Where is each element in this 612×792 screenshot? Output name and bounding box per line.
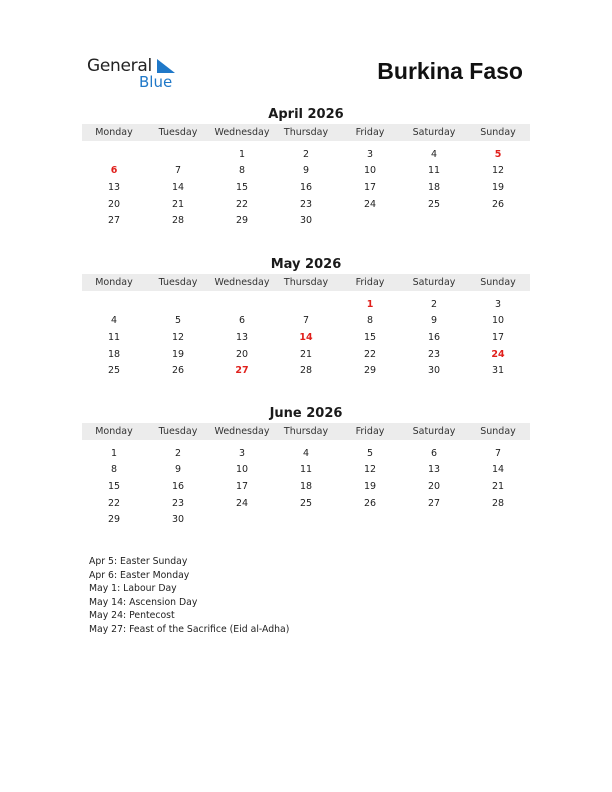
day-cell: 26 (363, 497, 377, 509)
day-cell: 21 (171, 198, 185, 210)
week-row (82, 163, 530, 180)
day-cell: 2 (174, 447, 182, 459)
weekday-header-row (82, 124, 530, 141)
weekday-header: Thursday (283, 277, 329, 288)
month-calendar (82, 256, 530, 379)
holiday-day-cell: 6 (110, 165, 118, 177)
day-cell: 19 (363, 480, 377, 492)
holiday-day-cell: 27 (235, 365, 249, 377)
day-cell: 12 (363, 464, 377, 476)
day-cell: 4 (110, 315, 118, 327)
weekday-header: Wednesday (214, 277, 270, 288)
day-cell: 29 (107, 514, 121, 526)
logo-blue-text: Blue (139, 73, 173, 91)
day-cell: 23 (299, 198, 313, 210)
day-cell: 16 (299, 181, 313, 193)
day-cell: 9 (302, 165, 310, 177)
day-cell: 20 (235, 348, 249, 360)
week-row (82, 212, 530, 229)
day-cell: 13 (235, 331, 249, 343)
weekday-header: Sunday (480, 127, 516, 138)
day-cell: 12 (171, 331, 185, 343)
week-row (82, 462, 530, 479)
holiday-day-cell: 1 (366, 298, 374, 310)
holiday-day-cell: 14 (299, 331, 313, 343)
month-title: April 2026 (268, 107, 344, 122)
day-cell: 5 (174, 315, 182, 327)
day-cell: 14 (171, 181, 185, 193)
day-cell: 23 (427, 348, 441, 360)
day-cell: 3 (366, 148, 374, 160)
day-cell: 30 (427, 365, 441, 377)
day-cell: 4 (302, 447, 310, 459)
day-cell: 15 (363, 331, 377, 343)
holiday-note: May 27: Feast of the Sacrifice (Eid al-Adha) (89, 623, 290, 635)
day-cell: 22 (107, 497, 121, 509)
day-cell: 27 (107, 215, 121, 227)
day-cell: 9 (430, 315, 438, 327)
day-cell: 8 (238, 165, 246, 177)
weekday-header: Thursday (283, 426, 329, 437)
weekday-header: Wednesday (214, 127, 270, 138)
holiday-note: May 14: Ascension Day (89, 596, 198, 608)
day-cell: 18 (107, 348, 121, 360)
day-cell: 15 (107, 480, 121, 492)
day-cell: 17 (363, 181, 377, 193)
day-cell: 31 (491, 365, 505, 377)
day-cell: 7 (302, 315, 310, 327)
day-cell: 12 (491, 165, 505, 177)
day-cell: 22 (363, 348, 377, 360)
day-cell: 1 (238, 148, 246, 160)
day-cell: 28 (299, 365, 313, 377)
weekday-header: Wednesday (214, 426, 270, 437)
day-cell: 16 (427, 331, 441, 343)
day-cell: 10 (491, 315, 505, 327)
day-cell: 14 (491, 464, 505, 476)
weekday-header-row (82, 423, 530, 440)
day-cell: 29 (235, 215, 249, 227)
country-title: Burkina Faso (377, 58, 523, 84)
week-row (82, 313, 530, 330)
week-row (82, 179, 530, 196)
day-cell: 18 (427, 181, 441, 193)
week-row (82, 346, 530, 363)
day-cell: 10 (235, 464, 249, 476)
day-cell: 21 (299, 348, 313, 360)
day-cell: 18 (299, 480, 313, 492)
day-cell: 1 (110, 447, 118, 459)
month-title: May 2026 (270, 257, 342, 272)
weekday-header: Saturday (412, 277, 456, 288)
day-cell: 2 (302, 148, 310, 160)
day-cell: 5 (366, 447, 374, 459)
weekday-header-row (82, 274, 530, 291)
day-cell: 26 (171, 365, 185, 377)
day-cell: 13 (427, 464, 441, 476)
weekday-header: Friday (355, 426, 385, 437)
week-row (82, 478, 530, 495)
day-cell: 9 (174, 464, 182, 476)
weekday-header: Friday (355, 127, 385, 138)
day-cell: 13 (107, 181, 121, 193)
logo-triangle-icon (155, 59, 175, 73)
day-cell: 15 (235, 181, 249, 193)
day-cell: 24 (235, 497, 249, 509)
week-row (82, 362, 530, 379)
holiday-day-cell: 24 (491, 348, 505, 360)
month-title: June 2026 (269, 406, 343, 421)
week-row (82, 296, 530, 313)
day-cell: 17 (235, 480, 249, 492)
holiday-notes (89, 555, 289, 637)
week-row (82, 511, 530, 528)
day-cell: 28 (491, 497, 505, 509)
day-cell: 6 (430, 447, 438, 459)
day-cell: 6 (238, 315, 246, 327)
day-cell: 19 (171, 348, 185, 360)
week-row (82, 196, 530, 213)
weekday-header: Tuesday (158, 426, 198, 437)
day-cell: 26 (491, 198, 505, 210)
day-cell: 3 (494, 298, 502, 310)
day-cell: 11 (427, 165, 441, 177)
weekday-header: Friday (355, 277, 385, 288)
day-cell: 4 (430, 148, 438, 160)
day-cell: 28 (171, 215, 185, 227)
day-cell: 29 (363, 365, 377, 377)
holiday-note: May 1: Labour Day (89, 583, 177, 595)
weekday-header: Saturday (412, 426, 456, 437)
day-cell: 30 (171, 514, 185, 526)
day-cell: 7 (494, 447, 502, 459)
week-row (82, 495, 530, 512)
day-cell: 25 (427, 198, 441, 210)
holiday-note: Apr 6: Easter Monday (89, 569, 190, 581)
weekday-header: Sunday (480, 426, 516, 437)
weekday-header: Monday (95, 426, 133, 437)
weekday-header: Monday (95, 277, 133, 288)
weekday-header: Thursday (283, 127, 329, 138)
day-cell: 2 (430, 298, 438, 310)
weekday-header: Tuesday (158, 127, 198, 138)
week-row (82, 329, 530, 346)
day-cell: 27 (427, 497, 441, 509)
day-cell: 20 (427, 480, 441, 492)
holiday-day-cell: 5 (494, 148, 502, 160)
day-cell: 22 (235, 198, 249, 210)
day-cell: 17 (491, 331, 505, 343)
day-cell: 25 (107, 365, 121, 377)
holiday-note: May 24: Pentecost (89, 610, 175, 622)
day-cell: 19 (491, 181, 505, 193)
weekday-header: Tuesday (158, 277, 198, 288)
day-cell: 24 (363, 198, 377, 210)
week-row (82, 146, 530, 163)
day-cell: 8 (110, 464, 118, 476)
month-calendar (82, 106, 530, 229)
day-cell: 20 (107, 198, 121, 210)
week-row (82, 445, 530, 462)
day-cell: 21 (491, 480, 505, 492)
day-cell: 3 (238, 447, 246, 459)
day-cell: 7 (174, 165, 182, 177)
logo-general-text: General (87, 56, 152, 76)
weekday-header: Saturday (412, 127, 456, 138)
month-calendar (82, 405, 530, 528)
day-cell: 16 (171, 480, 185, 492)
holiday-note: Apr 5: Easter Sunday (89, 556, 188, 567)
day-cell: 10 (363, 165, 377, 177)
day-cell: 8 (366, 315, 374, 327)
generalblue-logo (87, 56, 207, 96)
weekday-header: Sunday (480, 277, 516, 288)
day-cell: 23 (171, 497, 185, 509)
day-cell: 30 (299, 215, 313, 227)
day-cell: 25 (299, 497, 313, 509)
day-cell: 11 (107, 331, 121, 343)
day-cell: 11 (299, 464, 313, 476)
weekday-header: Monday (95, 127, 133, 138)
